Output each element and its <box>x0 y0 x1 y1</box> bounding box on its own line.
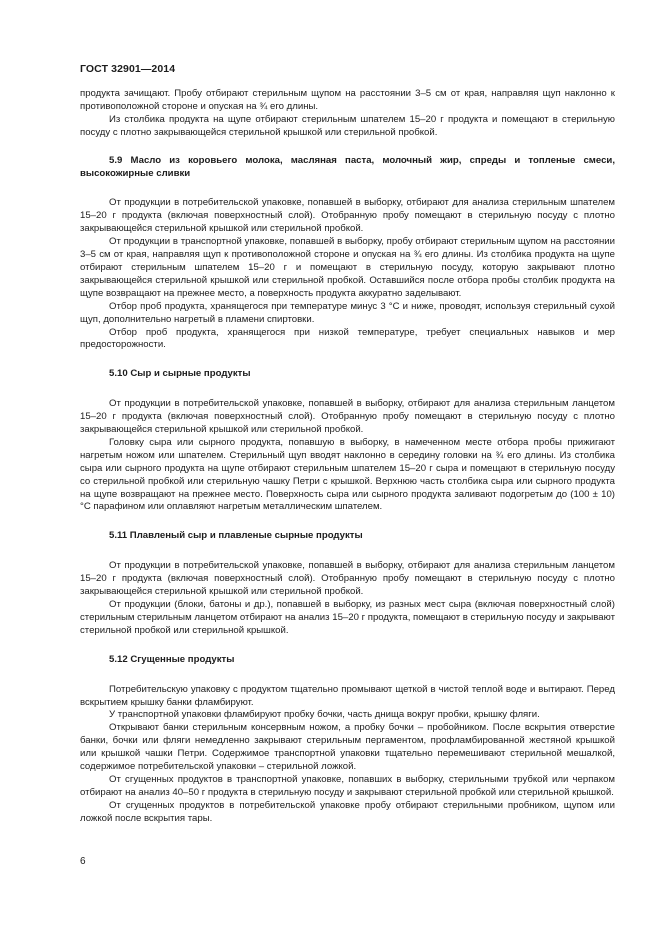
section-5-11-paragraph: От продукции (блоки, батоны и др.), попавшей в выборку, из разных мест сыра (включая поверхностный слой) стерильным стерильным ланцетом отбирают на анализ 15–20 г продукта, помещают в стерильную посуду и закрывают стерильной пробкой или стерильной крышкой. <box>80 599 615 636</box>
section-5-12-paragraph: От сгущенных продуктов в потребительской упаковке пробу отбирают стерильными пробником, щупом или ложкой после вскрытия тары. <box>80 799 615 824</box>
section-5-12-paragraph: От сгущенных продуктов в транспортной упаковке, попавших в выборку, стерильными трубкой или черпаком отбирают на анализ 40–50 г продукта в стерильную посуду и закрывают стерильной пробкой или стерильной крышкой. <box>80 773 615 798</box>
document-header: ГОСТ 32901—2014 <box>80 63 176 75</box>
section-5-9-paragraph: От продукции в потребительской упаковке, попавшей в выборку, отбирают для анализа стерильным шпателем 15–20 г продукта (включая поверхностный слой). Отобранную пробу помещают в стерильную посуду с плотно закрывающейся стерильной крышкой или стерильной пробкой. <box>80 197 615 235</box>
section-5-12-paragraph: Открывают банки стерильным консервным ножом, а пробку бочки – пробойником. После вскрытия отверстие банки, бочки или фляги немедленно закрывают стерильным пергаментом, профламбированной жестяной крышкой или крышкой чашки Петри. Содержимое транспортной упаковки тщательно перемешивают стерильной мешалкой, содержимое потребительской упаковки – стерильной ложкой. <box>80 722 615 773</box>
section-heading-5-10: 5.10 Сыр и сырные продукты <box>109 368 251 380</box>
section-5-9-paragraph: Отбор проб продукта, хранящегося при низкой температуре, требует специальных навыков и мер предосторожности. <box>80 326 615 351</box>
section-5-10-paragraph: От продукции в потребительской упаковке, попавшей в выборку, отбирают для анализа стерильным ланцетом 15–20 г продукта (включая поверхностный слой). Отобранную пробу помещают в стерильную посуду с плотно закрывающейся стерильной крышкой или стерильной пробкой. <box>80 398 615 436</box>
document-body <box>80 88 615 826</box>
section-heading-5-11: 5.11 Плавленый сыр и плавленые сырные продукты <box>109 530 363 542</box>
intro-paragraph-2: Из столбика продукта на щупе отбирают стерильным шпателем 15–20 г продукта и помещают в стерильную посуду с плотно закрывающейся стерильной крышкой или стерильной пробкой. <box>80 113 615 138</box>
page-number: 6 <box>80 856 86 867</box>
intro-paragraph-1: продукта зачищают. Пробу отбирают стерильным щупом на расстоянии 3–5 см от края, направляя щуп наклонно к противоположной стороне и опуская на ¾ его длины. <box>80 88 615 112</box>
section-heading-5-9: 5.9 Масло из коровьего молока, масляная паста, молочный жир, спреды и топленые смеси, высокожирные сливки <box>80 154 615 179</box>
section-5-9-paragraph: От продукции в транспортной упаковке, попавшей в выборку, пробу отбирают стерильным щупом на расстоянии 3–5 см от края, направляя щуп к противоположной стороне и опуская на ¾ его длины. Из столбика продукта на щупе отбирают стерильным шпателем 15–20 г и помещают в стерильную посуду, которую закрывают плотно закрывающейся стерильной крышкой или стерильной пробкой. Оставшийся после отбора пробы столбик продукта на щупе возвращают на прежнее место, а поверхность продукта аккуратно заделывают. <box>80 236 615 299</box>
section-5-12-paragraph: У транспортной упаковки фламбируют пробку бочки, часть днища вокруг пробки, крышку фляги. <box>109 709 540 721</box>
section-5-11-paragraph: От продукции в потребительской упаковке, попавшей в выборку, отбирают для анализа стерильным ланцетом 15–20 г продукта (включая поверхностный слой). Отобранную пробу помещают в стерильную посуду с плотно закрывающейся стерильной крышкой или стерильной пробкой. <box>80 560 615 598</box>
section-5-12-paragraph: Потребительскую упаковку с продуктом тщательно промывают щеткой в чистой теплой воде и вытирают. Перед вскрытием крышку банки фламбируют. <box>80 683 615 708</box>
section-heading-5-12: 5.12 Сгущенные продукты <box>109 653 235 665</box>
section-5-9-paragraph: Отбор проб продукта, хранящегося при температуре минус 3 °С и ниже, проводят, используя стерильный сухой щуп, дополнительно нагретый в пламени спиртовки. <box>80 300 615 325</box>
section-5-10-paragraph: Головку сыра или сырного продукта, попавшую в выборку, в намеченном месте отбора пробы прижигают нагретым ножом или шпателем. Стерильный щуп вводят наклонно в середину головки на ¾ его длины. Из столбика сыра или сырного продукта на щупе отбирают стерильным шпателем 15–20 г сыра и помещают в стерильную посуду со стерильной пробкой или стерильную чашку Петри с крышкой. Верхнюю часть столбика сыра или сырного продукта на щупе возвращают на прежнее место. Поверхность сыра или сырного продукта заливают подогретым до (100 ± 10) °С парафином или оплавляют нагретым металлическим шпателем. <box>80 436 615 513</box>
